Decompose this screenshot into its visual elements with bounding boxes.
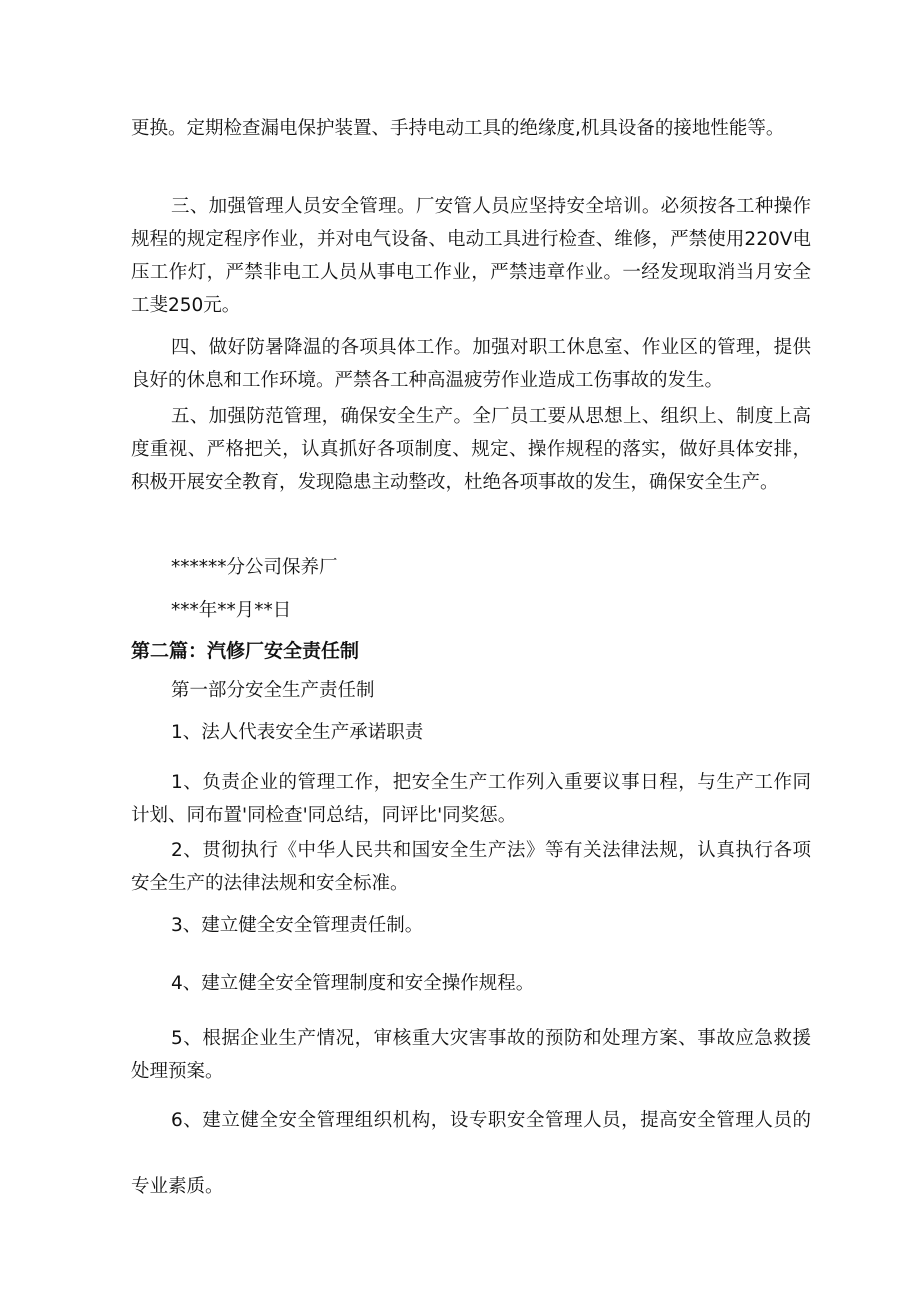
signature-company: ******分公司保养厂 [171, 557, 338, 578]
paragraph-item-5: 五、加强防范管理，确保安全生产。全厂员工要从思想上、组织上、制度上高度重视、严格把关，认真抓好各项制度、规定、操作规程的落实，做好具体安排，积极开展安全教育，发现隐患主动整改，杜绝各项事故的发生，确保安全生产。 [131, 406, 811, 493]
list-item-1: 1、负责企业的管理工作，把安全生产工作列入重要议事日程，与生产工作同计划、同布置'同检查'同总结，同评比'同奖惩。 [131, 772, 811, 826]
subheading-legal-rep: 1、法人代表安全生产承诺职责 [171, 722, 424, 743]
paragraph-item-3: 三、加强管理人员安全管理。厂安管人员应坚持安全培训。必须按各工种操作规程的规定程序作业，并对电气设备、电动工具进行检查、维修，严禁使用220V电压工作灯，严禁非电工人员从事电工作业，严禁违章作业。一经发现取消当月安全工斐250元。 [131, 196, 811, 316]
list-item-4: 4、建立健全安全管理制度和安全操作规程。 [171, 973, 535, 994]
list-item-2: 2、贯彻执行《中华人民共和国安全生产法》等有关法律法规，认真执行各项安全生产的法律法规和安全标准。 [131, 840, 811, 894]
part-heading: 第一部分安全生产责任制 [171, 680, 375, 701]
paragraph-item-4: 四、做好防暑降温的各项具体工作。加强对职工休息室、作业区的管理，提供良好的休息和工作环境。严禁各工种高温疲劳作业造成工伤事故的发生。 [131, 337, 811, 391]
signature-date: ***年**月**日 [171, 600, 292, 621]
list-item-5: 5、根据企业生产情况，审核重大灾害事故的预防和处理方案、事故应急救援处理预案。 [131, 1028, 811, 1082]
list-item-3: 3、建立健全安全管理责任制。 [171, 915, 424, 936]
list-item-6: 6、建立健全安全管理组织机构，设专职安全管理人员，提高安全管理人员的专业素质。 [131, 1110, 811, 1197]
section-heading: 第二篇：汽修厂安全责任制 [131, 640, 360, 662]
paragraph-continuation: 更换。定期检查漏电保护装置、手持电动工具的绝缘度,机具设备的接地性能等。 [131, 118, 785, 139]
